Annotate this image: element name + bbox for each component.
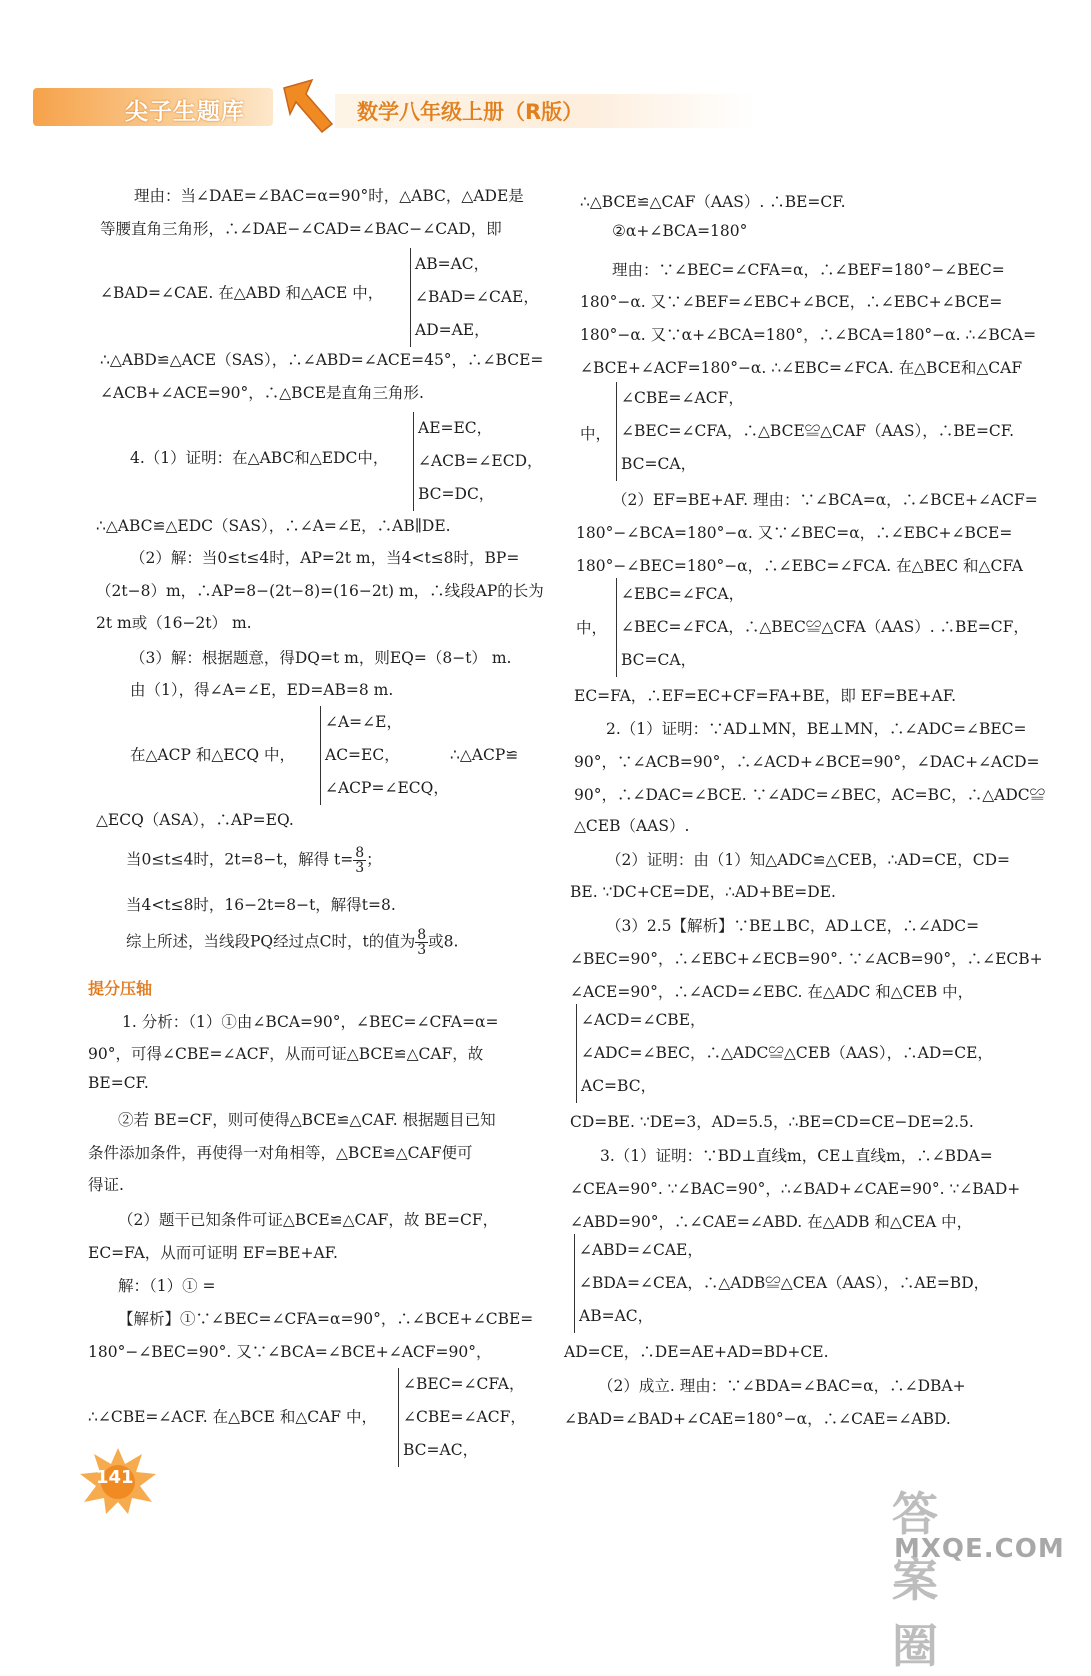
text-line: ∴∠CBE=∠ACF. 在△BCE 和△CAF 中， <box>88 1408 377 1426</box>
equation-row: ∠BDA=∠CEA，∴△ADB≌△CEA（AAS），∴AE=BD， <box>579 1274 990 1292</box>
text-line: EC=FA，∴EF=EC+CF=FA+BE，即 EF=BE+AF. <box>574 687 957 705</box>
equation-row: ∠CBE=∠ACF， <box>403 1408 526 1426</box>
text-line: 180°−∠BCA=180°−α. 又∵∠BEC=α，∴∠EBC+∠BCE= <box>576 524 1013 542</box>
text-line: ②α+∠BCA=180° <box>612 222 748 240</box>
text-line: ∴△ACP≌ <box>450 746 519 764</box>
text-line: 180°−∠BEC=90°. 又∵∠BCA=∠BCE+∠ACF=90°， <box>88 1343 492 1361</box>
equation-row: BC=CA， <box>621 455 697 473</box>
text-line: （2t−8）m，∴AP=8−(2t−8)=(16−2t) m，∴线段AP的长为 <box>96 582 544 600</box>
fraction-denominator: 3 <box>355 860 365 876</box>
text-line: 等腰直角三角形，∴∠DAE−∠CAD=∠BAC−∠CAD，即 <box>100 220 502 238</box>
text-line: ∠BEC=90°，∴∠EBC+∠ECB=90°. ∵∠ACB=90°，∴∠ECB+ <box>570 950 1043 968</box>
book-subject: 数学八年级上册（R版） <box>357 100 584 124</box>
text-line: ∠BAD=∠CAE. 在△ABD 和△ACE 中， <box>100 284 384 302</box>
text-line: ∠ABD=90°，∴∠CAE=∠ABD. 在△ADB 和△CEA 中， <box>570 1213 973 1231</box>
equation-row: AC=BC， <box>581 1077 657 1095</box>
text-line: 90°，可得∠CBE=∠ACF，从而可证△BCE≌△CAF，故 <box>88 1045 484 1063</box>
watermark-logo-text: 答案圈 <box>892 1487 940 1673</box>
text-line: 3.（1）证明：∵BD⊥直线m，CE⊥直线m，∴∠BDA= <box>600 1147 993 1165</box>
text-line: 180°−α. 又∵α+∠BCA=180°，∴∠BCA=180°−α. ∴∠BCA= <box>580 326 1037 344</box>
equation-system <box>616 382 1014 481</box>
text-line: CD=BE. ∵DE=3，AD=5.5，∴BE=CD=CE−DE=2.5. <box>570 1113 974 1131</box>
text-line: 【解析】①∵∠BEC=∠CFA=α=90°，∴∠BCE+∠CBE= <box>118 1310 534 1328</box>
text-segment: 当0≤t≤4时，2t=8−t，解得 t= <box>126 850 354 869</box>
text-line: （2）成立. 理由：∵∠BDA=∠BAC=α，∴∠DBA+ <box>598 1377 966 1395</box>
text-line: ②若 BE=CF，则可使得△BCE≌△CAF. 根据题目已知 <box>118 1111 496 1129</box>
equation-row: ∠ACD=∠CBE， <box>581 1011 706 1029</box>
equation-system <box>398 1368 526 1467</box>
text-line: （2）证明：由（1）知△ADC≌△CEB，∴AD=CE，CD= <box>606 851 1011 869</box>
text-line: 90°，∴∠DAC=∠BCE. ∵∠ADC=∠BEC，AC=BC，∴△ADC≌ <box>574 786 1046 804</box>
text-line: AD=CE，∴DE=AE+AD=BD+CE. <box>564 1343 829 1361</box>
equation-row: ∠ACB=∠ECD， <box>418 452 543 470</box>
fraction-denominator: 3 <box>417 942 427 958</box>
text-line: （2）题干已知条件可证△BCE≌△CAF，故 BE=CF， <box>118 1211 499 1229</box>
equation-system <box>616 578 1029 677</box>
page-number-badge <box>78 1446 158 1520</box>
equation-row: BC=AC， <box>403 1441 479 1459</box>
fraction <box>353 846 366 875</box>
header-subject-band <box>335 94 755 128</box>
equation-row: AE=EC， <box>418 419 493 437</box>
text-line: ∴△ABC≌△EDC（SAS），∴∠A=∠E，∴AB∥DE. <box>96 517 451 535</box>
equation-system <box>413 412 543 511</box>
watermark-url: MXQE.COM <box>894 1534 1065 1564</box>
text-line: （3）解：根据题意，得DQ=t m，则EQ=（8−t） m. <box>130 649 512 667</box>
text-line: 条件添加条件，再使得一对角相等，△BCE≌△CAF便可 <box>88 1144 473 1162</box>
text-line: 理由：当∠DAE=∠BAC=α=90°时，△ABC，△ADE是 <box>134 187 524 205</box>
text-segment: 或8. <box>428 932 459 951</box>
arrow-icon <box>282 78 334 134</box>
text-line: BE=CF. <box>88 1074 149 1092</box>
equation-system <box>410 248 539 347</box>
equation-row: ∠A=∠E， <box>325 713 402 731</box>
section-title: 提分压轴 <box>88 979 153 998</box>
text-line: ∠BAD=∠BAD+∠CAE=180°−α，∴∠CAE=∠ABD. <box>564 1410 951 1428</box>
text-segment: 综上所述，当线段PQ经过点C时，t的值为 <box>126 932 416 951</box>
text-segment: ； <box>366 850 382 869</box>
equation-row: BC=CA， <box>621 651 697 669</box>
text-line <box>126 846 382 875</box>
text-line: 2.（1）证明：∵AD⊥MN，BE⊥MN，∴∠ADC=∠BEC= <box>606 720 1027 738</box>
text-line: 2t m或（16−2t） m. <box>96 614 252 632</box>
equation-row: AB=AC， <box>579 1307 654 1325</box>
text-line: 得证. <box>88 1176 124 1194</box>
page-number: 141 <box>96 1467 134 1488</box>
equation-row: AD=AE， <box>415 321 490 339</box>
fraction-numerator: 8 <box>355 845 365 861</box>
text-line: BE. ∵DC+CE=DE，∴AD+BE=DE. <box>570 883 836 901</box>
text-line: 1. 分析：（1）①由∠BCA=90°，∠BEC=∠CFA=α= <box>122 1013 499 1031</box>
text-line: ∠BCE+∠ACF=180°−α. ∴∠EBC=∠FCA. 在△BCE和△CAF <box>580 359 1023 377</box>
equation-row: ∠ADC=∠BEC，∴△ADC≌△CEB（AAS），∴AD=CE， <box>581 1044 993 1062</box>
text-line: （2）EF=BE+AF. 理由：∵∠BCA=α，∴∠BCE+∠ACF= <box>612 491 1038 509</box>
equation-row: AC=EC， <box>325 746 400 764</box>
equation-system <box>574 1234 989 1333</box>
equation-row: BC=DC， <box>418 485 495 503</box>
text-line: 180°−∠BEC=180°−α，∴∠EBC=∠FCA. 在△BEC 和△CFA <box>576 557 1023 575</box>
equation-row: ∠CBE=∠ACF， <box>621 389 744 407</box>
equation-row: ∠EBC=∠FCA， <box>621 585 745 603</box>
equation-row: AB=AC， <box>415 255 490 273</box>
text-line: ∴△BCE≌△CAF（AAS）. ∴BE=CF. <box>580 193 846 211</box>
text-line: 中， <box>576 619 608 637</box>
brand-title: 尖子生题库 <box>125 99 245 125</box>
text-line: 当4<t≤8时，16−2t=8−t，解得t=8. <box>126 896 396 914</box>
equation-row: ∠ABD=∠CAE， <box>579 1241 703 1259</box>
text-line: 180°−α. 又∵∠BEF=∠EBC+∠BCE，∴∠EBC+∠BCE= <box>580 293 1003 311</box>
text-line: △CEB（AAS）. <box>574 817 690 835</box>
equation-row: ∠BAD=∠CAE， <box>415 288 539 306</box>
equation-row: ∠ACP=∠ECQ， <box>325 779 449 797</box>
fraction <box>415 928 428 957</box>
text-line: 在△ACP 和△ECQ 中， <box>130 746 296 764</box>
equation-system <box>320 706 449 805</box>
text-line: 中， <box>580 425 612 443</box>
equation-system <box>576 1004 993 1103</box>
text-line: 解：（1）① = <box>118 1277 216 1295</box>
text-line <box>126 928 458 957</box>
text-line: △ECQ（ASA），∴AP=EQ. <box>96 811 294 829</box>
text-line: ∠ACB+∠ACE=90°，∴△BCE是直角三角形. <box>100 384 424 402</box>
text-line: 4.（1）证明：在△ABC和△EDC中， <box>130 449 389 467</box>
text-line: ∴△ABD≌△ACE（SAS），∴∠ABD=∠ACE=45°，∴∠BCE= <box>100 351 544 369</box>
header-brand-banner <box>33 88 273 126</box>
text-line: EC=FA，从而可证明 EF=BE+AF. <box>88 1244 338 1262</box>
text-line: （3）2.5【解析】∵BE⊥BC，AD⊥CE，∴∠ADC= <box>606 917 980 935</box>
text-line: ∠ACE=90°，∴∠ACD=∠EBC. 在△ADC 和△CEB 中， <box>570 983 974 1001</box>
equation-row: ∠BEC=∠FCA，∴△BEC≌△CFA（AAS）. ∴BE=CF， <box>621 618 1029 636</box>
text-line: （2）解：当0≤t≤4时，AP=2t m，当4<t≤8时，BP= <box>130 549 520 567</box>
text-line: 由（1），得∠A=∠E，ED=AB=8 m. <box>130 681 394 699</box>
text-line: ∠CEA=90°. ∵∠BAC=90°，∴∠BAD+∠CAE=90°. ∵∠BAD+ <box>570 1180 1021 1198</box>
equation-row: ∠BEC=∠CFA，∴△BCE≌△CAF（AAS），∴BE=CF. <box>621 422 1015 440</box>
text-line: 90°，∵∠ACB=90°，∴∠ACD+∠BCE=90°，∠DAC+∠ACD= <box>574 753 1040 771</box>
equation-row: ∠BEC=∠CFA， <box>403 1375 525 1393</box>
text-line: 理由：∵∠BEC=∠CFA=α，∴∠BEF=180°−∠BEC= <box>612 261 1005 279</box>
fraction-numerator: 8 <box>417 927 427 943</box>
